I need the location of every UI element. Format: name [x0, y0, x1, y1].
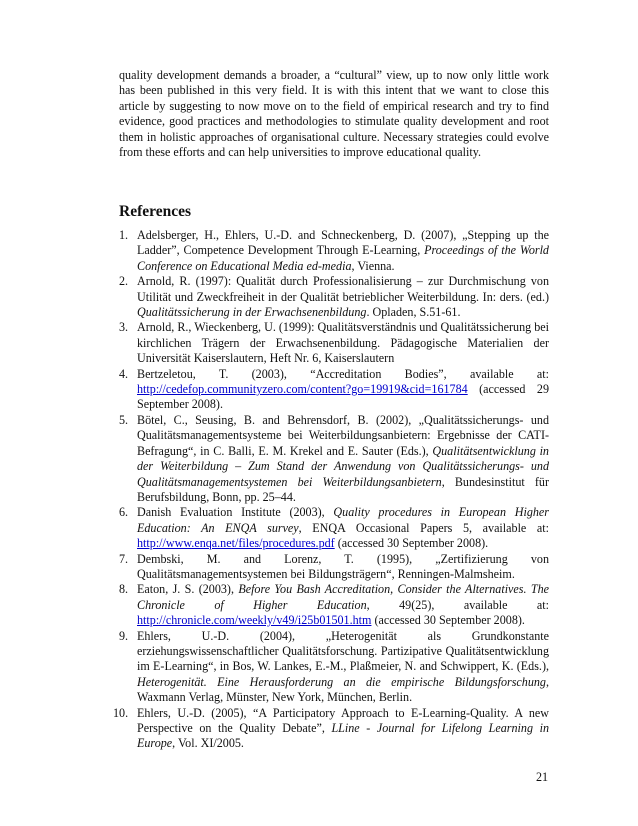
reference-text: (accessed 30 September 2008). [334, 536, 489, 551]
reference-text: Ehlers, U.-D. (2005), “A Participatory Approach to E-Learning-Quality. A new Perspective on the Quality Debate”, [137, 705, 549, 735]
reference-number: 7. [119, 551, 129, 566]
reference-text: Arnold, R. (1997): Qualität durch Professionalisierung – zur Durchmischung von Utilität und Zweckfreiheit in der Qualität betrieblicher Weiterbildung. In: ders. (ed.) [137, 274, 549, 304]
reference-title: Quality procedures in European Higher Education: An ENQA survey [137, 505, 549, 535]
reference-link[interactable]: http://cedefop.communityzero.com/content?go=19919&cid=161784 [137, 382, 468, 397]
reference-item-3 [119, 320, 549, 366]
reference-title: LLine - Journal for Lifelong Learning in Europe [137, 721, 549, 751]
reference-text: Arnold, R., Wieckenberg, U. (1999): Qualitätsverständnis und Qualitätssicherung bei kirchlichen Trägern der Erwachsenenbildung. Pädagogische Materialien der Universität Kaiserslautern, Heft Nr. 6, Kaiserslautern [137, 320, 549, 366]
reference-text: Ehlers, U.-D. (2004), „Heterogenität als Grundkonstante erziehungswissenschaftlicher Qualitätsforschung. Partizipative Qualitätsentwicklung im E-Learning“, in Bos, W. Lankes, E.-M., Plaßmeier, N. and Schwippert, K. (Eds.), [137, 628, 549, 674]
reference-text: Eaton, J. S. (2003), [137, 582, 239, 597]
reference-text: . Opladen, S.51-61. [366, 305, 461, 320]
reference-text: , 49(25), available at: [366, 597, 549, 612]
intro-paragraph: quality development demands a broader, a “cultural” view, up to now only little work has been published in this very field. It is with this intent that we want to close this article by suggesting to now move on to the field of empirical research and try to find evidence, good practices and methodologies to stimulate quality development and root them in holistic approaches of organisational culture. Necessary strategies could evolve from these efforts and can help universities to improve educational quality. [119, 68, 549, 160]
reference-number: 5. [119, 412, 129, 427]
reference-title: Proceedings of the World Conference on Educational Media ed-media [137, 243, 549, 273]
reference-title: Before You Bash Accreditation, Consider the Alternatives. The Chronicle of Higher Education [137, 582, 549, 612]
reference-text: , Waxmann Verlag, Münster, New York, München, Berlin. [137, 674, 549, 705]
reference-title: Heterogenität. Eine Herausforderung an die empirische Bildungsforschung [137, 674, 546, 689]
references-heading: References [119, 203, 192, 220]
reference-item-8 [119, 582, 549, 628]
reference-text: Bötel, C., Seusing, B. and Behrensdorf, B. (2002), „Qualitätssicherungs- und Qualitätsmanagementsysteme bei Weiterbildungsanbietern: Ergebnisse der CATI-Befragung“, in C. Balli, E. M. Krekel and E. Sauter (Eds.), [137, 412, 549, 458]
reference-text: , Bundesinstitut für Berufsbildung, Bonn, pp. 25–44. [137, 474, 549, 504]
reference-item-7 [119, 552, 549, 583]
reference-item-2 [119, 274, 549, 320]
reference-text: (accessed 30 September 2008). [371, 613, 525, 628]
reference-item-1 [119, 228, 549, 274]
page-number: 21 [536, 770, 549, 784]
reference-text: Danish Evaluation Institute (2003), [137, 505, 334, 520]
reference-link[interactable]: http://www.enqa.net/files/procedures.pdf [137, 536, 335, 551]
reference-number: 1. [119, 228, 129, 242]
reference-text: Adelsberger, H., Ehlers, U.-D. and Schneckenberg, D. (2007), „Stepping up the Ladder”, Competence Development Through E-Learning, [137, 228, 549, 258]
reference-number: 6. [119, 505, 129, 520]
reference-text: , ENQA Occasional Papers 5, available at: [298, 520, 549, 535]
reference-number: 4. [119, 366, 129, 381]
reference-text: Dembski, M. and Lorenz, T. (1995), „Zertifizierung von Qualitätsmanagementsystemen bei Bildungsträgern“, Renningen-Malmsheim. [137, 551, 549, 581]
reference-item-9 [119, 629, 549, 706]
reference-link[interactable]: http://chronicle.com/weekly/v49/i25b01501.htm [137, 613, 372, 628]
reference-item-10 [113, 705, 549, 752]
reference-number: 2. [119, 274, 129, 289]
reference-text: Bertzeletou, T. (2003), “Accreditation Bodies”, available at: [137, 366, 549, 381]
reference-title: Qualitätssicherung in der Erwachsenenbildung [137, 305, 367, 320]
reference-item-5 [119, 413, 549, 505]
reference-number: 9. [119, 628, 129, 643]
reference-number: 10. [113, 705, 129, 720]
reference-list [113, 228, 549, 752]
reference-title: Qualitätsentwicklung in der Weiterbildung – Zum Stand der Anwendung von Qualitätssicherungs- und Qualitätsmanagementsystemen bei Weiterbildungsanbietern [137, 443, 549, 489]
reference-text: , Vienna. [351, 258, 395, 273]
reference-item-6 [119, 505, 549, 551]
reference-text: , Vol. XI/2005. [172, 736, 244, 751]
reference-item-4 [119, 367, 549, 413]
reference-number: 8. [119, 582, 129, 597]
reference-number: 3. [119, 320, 129, 335]
reference-text: (accessed 29 September 2008). [137, 382, 549, 412]
